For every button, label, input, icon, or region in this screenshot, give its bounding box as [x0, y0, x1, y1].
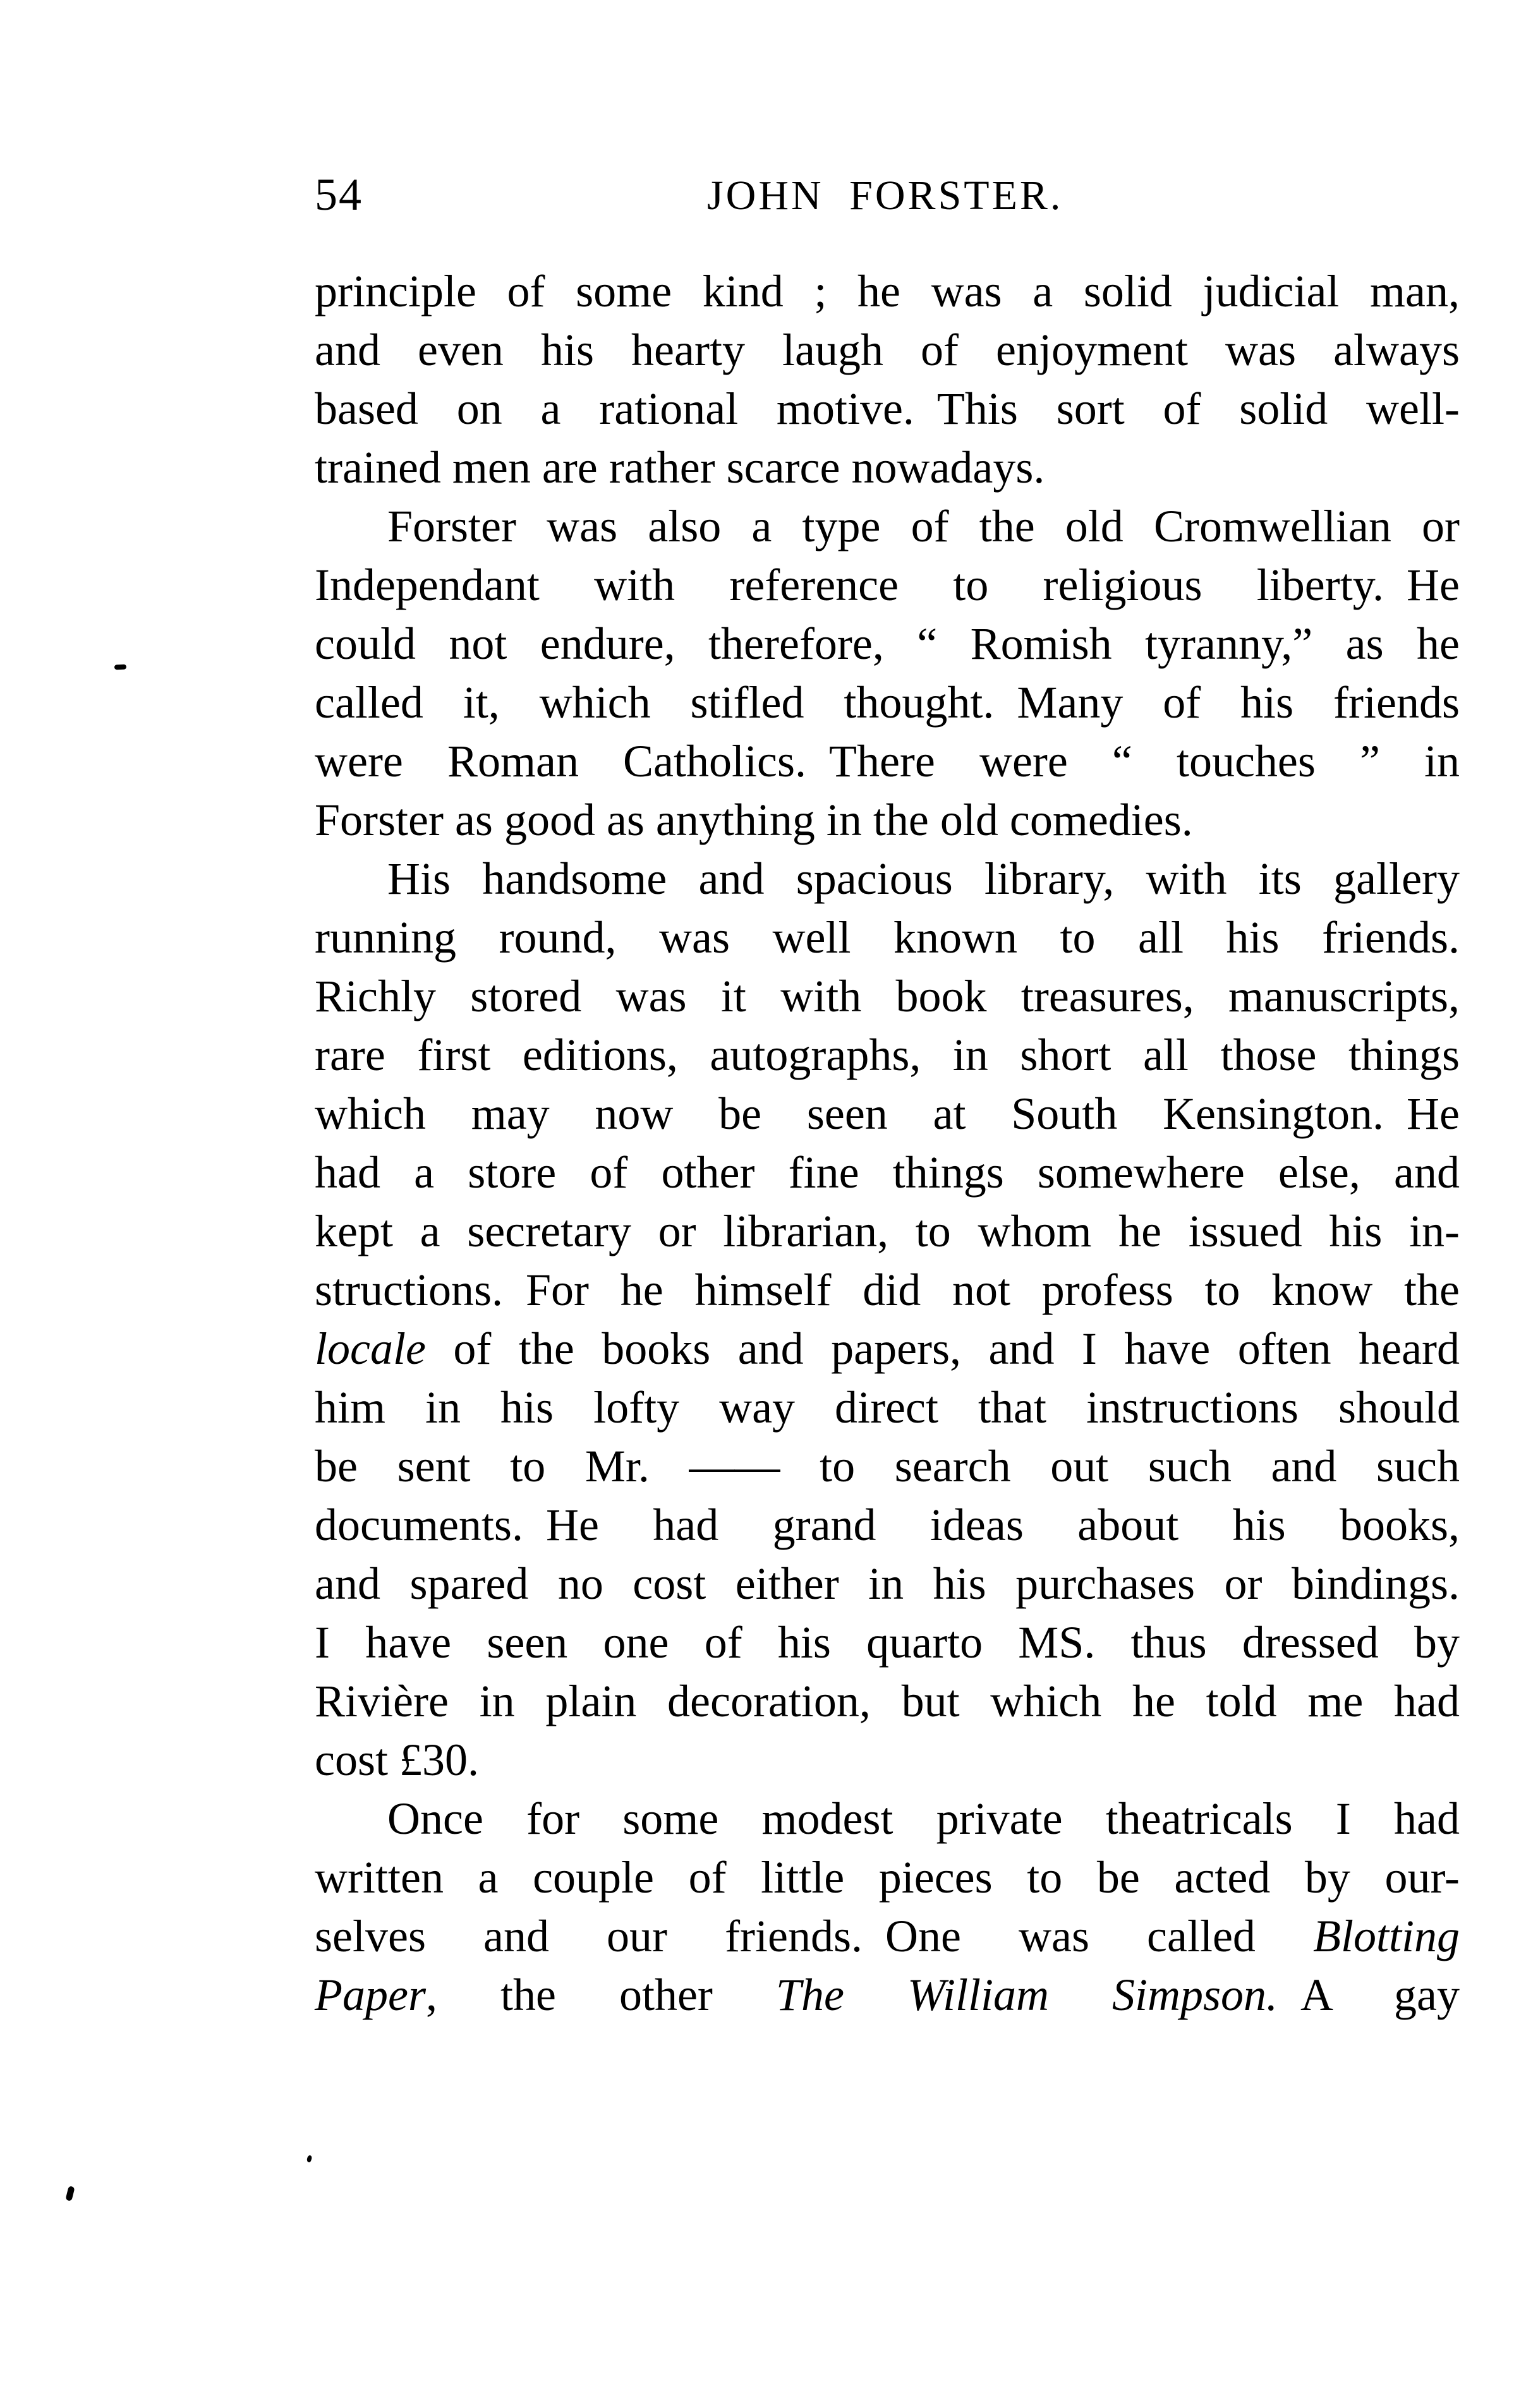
text-line: Once for some modest private theatricals I had — [387, 1793, 1460, 1844]
text-line: Richly stored was it with book treasures, manuscripts, — [315, 971, 1460, 1021]
text-line: I have seen one of his quarto MS. thus dressed by — [315, 1617, 1460, 1668]
text-line: based on a rational motive. This sort of solid well- — [315, 383, 1460, 434]
text-block — [315, 262, 1460, 2025]
text-line: which may now be seen at South Kensington. He — [315, 1088, 1460, 1139]
margin-dash-mark — [114, 665, 126, 670]
text-line: Paper, the other The William Simpson. A gay — [315, 1970, 1460, 2020]
text-line: be sent to Mr. —— to search out such and such — [315, 1441, 1460, 1491]
text-line: were Roman Catholics. There were “ touches ” in — [315, 736, 1460, 786]
stray-apostrophe-mark — [65, 2186, 75, 2201]
text-line: principle of some kind ; he was a solid judicial man, — [315, 266, 1460, 316]
text-line: Forster as good as anything in the old comedies. — [315, 795, 1193, 845]
stray-ink-speck-mark — [306, 2155, 312, 2163]
text-line: His handsome and spacious library, with its gallery — [387, 853, 1460, 904]
running-header: JOHN FORSTER. — [707, 172, 1063, 219]
text-line: locale of the books and papers, and I have often heard — [315, 1323, 1460, 1374]
text-line: Forster was also a type of the old Cromwellian or — [387, 501, 1460, 551]
text-line: kept a secretary or librarian, to whom he issued his in- — [315, 1206, 1460, 1256]
text-line: written a couple of little pieces to be acted by our- — [315, 1852, 1460, 1903]
text-line: and even his hearty laugh of enjoyment was always — [315, 325, 1460, 375]
text-line: running round, was well known to all his friends. — [315, 912, 1460, 963]
text-line: called it, which stifled thought. Many of his friends — [315, 677, 1460, 728]
text-line: could not endure, therefore, “ Romish tyranny,” as he — [315, 618, 1460, 669]
text-line: had a store of other fine things somewhere else, and — [315, 1147, 1460, 1198]
text-line: documents. He had grand ideas about his books, — [315, 1500, 1460, 1550]
text-line: cost £30. — [315, 1735, 479, 1785]
text-line: Independant with reference to religious liberty. He — [315, 560, 1460, 610]
text-line: selves and our friends. One was called Blotting — [315, 1911, 1460, 1961]
text-line: trained men are rather scarce nowadays. — [315, 442, 1045, 493]
text-line: rare first editions, autographs, in short all those things — [315, 1030, 1460, 1080]
text-line: Rivière in plain decoration, but which he told me had — [315, 1676, 1460, 1726]
text-line: structions. For he himself did not profess to know the — [315, 1265, 1460, 1315]
text-line: and spared no cost either in his purchases or bindings. — [315, 1558, 1460, 1609]
page-number: 54 — [315, 169, 363, 220]
text-line: him in his lofty way direct that instructions should — [315, 1382, 1460, 1433]
